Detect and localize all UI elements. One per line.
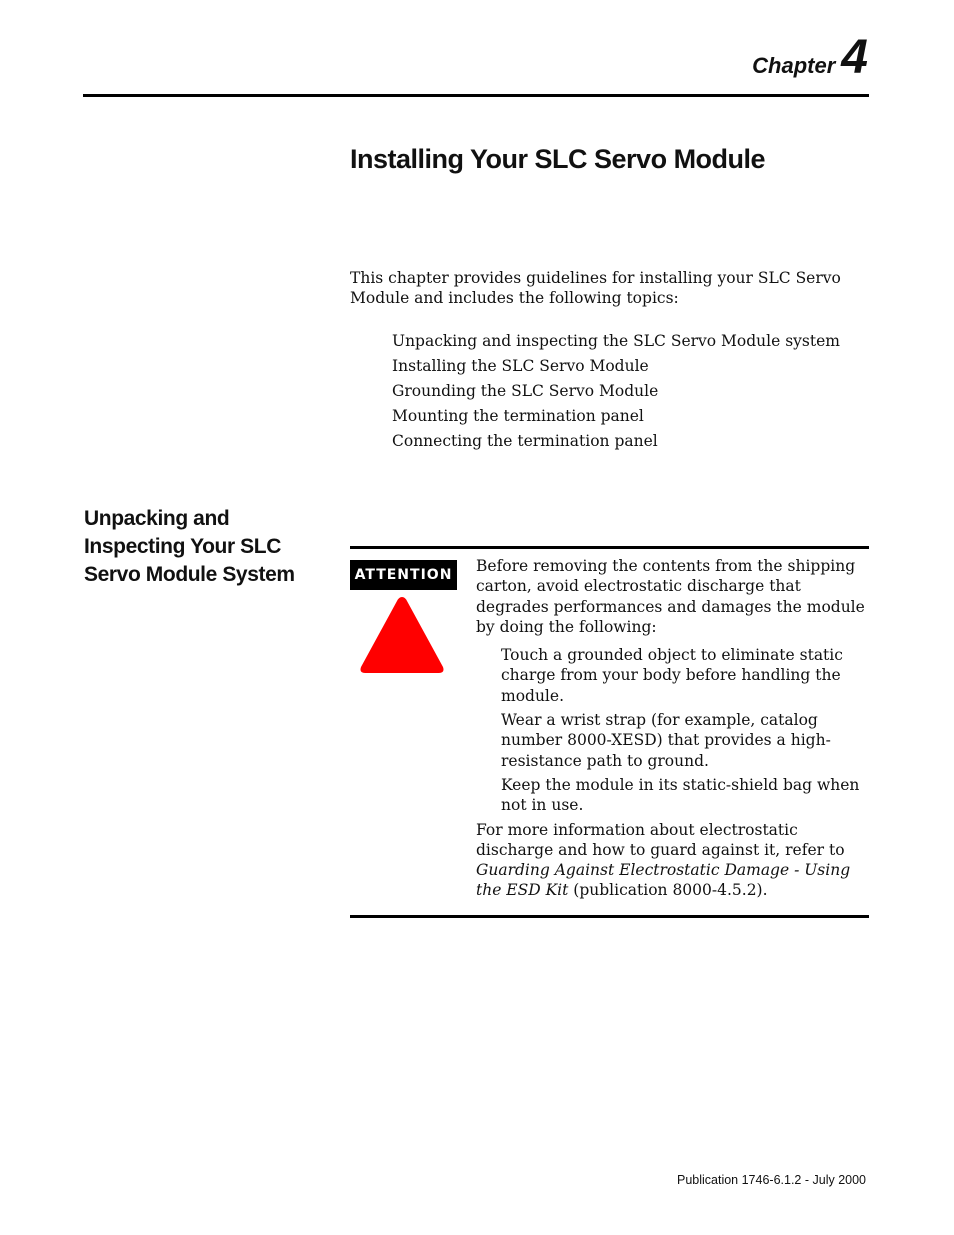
chapter-rule: [83, 94, 869, 97]
attention-top-rule: [350, 546, 869, 549]
warning-triangle-icon: [358, 594, 446, 676]
list-item: Installing the SLC Servo Module: [392, 357, 649, 375]
list-item: Keep the module in its static-shield bag when not in use.: [501, 775, 860, 815]
list-item: Wear a wrist strap (for example, catalog number 8000-XESD) that provides a high-resistance path to ground.: [501, 711, 831, 770]
attention-bottom-rule: [350, 915, 869, 918]
attention-intro: Before removing the contents from the shipping carton, avoid electrostatic discharge that degrades performances and damages the module by doing the following:: [476, 557, 865, 636]
footer-publication: Publication 1746-6.1.2 - July 2000: [676, 1173, 866, 1187]
list-item: Mounting the termination panel: [392, 407, 644, 425]
reference-title: Guarding Against Electrostatic Damage - Using the ESD Kit: [476, 861, 851, 900]
intro-paragraph: This chapter provides guidelines for installing your SLC Servo Module and includes the following topics:: [350, 269, 841, 307]
chapter-number: 4: [841, 31, 868, 84]
attention-list: [476, 645, 876, 815]
page-title: Installing Your SLC Servo Module: [350, 144, 766, 174]
more-info-text: For more information about electrostatic discharge and how to guard against it, refer to: [476, 820, 845, 859]
topic-list: [392, 329, 840, 454]
chapter-label: [752, 31, 868, 84]
section-heading: Unpacking and Inspecting Your SLC Servo Module System: [84, 507, 295, 586]
attention-badge: ATTENTION: [350, 560, 457, 590]
list-item: Touch a grounded object to eliminate static charge from your body before handling the module.: [501, 646, 843, 705]
attention-body: [476, 556, 876, 901]
list-item: Grounding the SLC Servo Module: [392, 382, 659, 400]
list-item: Unpacking and inspecting the SLC Servo Module system: [392, 332, 840, 350]
more-info-paragraph: [476, 820, 876, 901]
more-info-publication: (publication 8000-4.5.2).: [568, 881, 768, 900]
chapter-word: Chapter: [752, 53, 836, 78]
list-item: Connecting the termination panel: [392, 432, 658, 450]
